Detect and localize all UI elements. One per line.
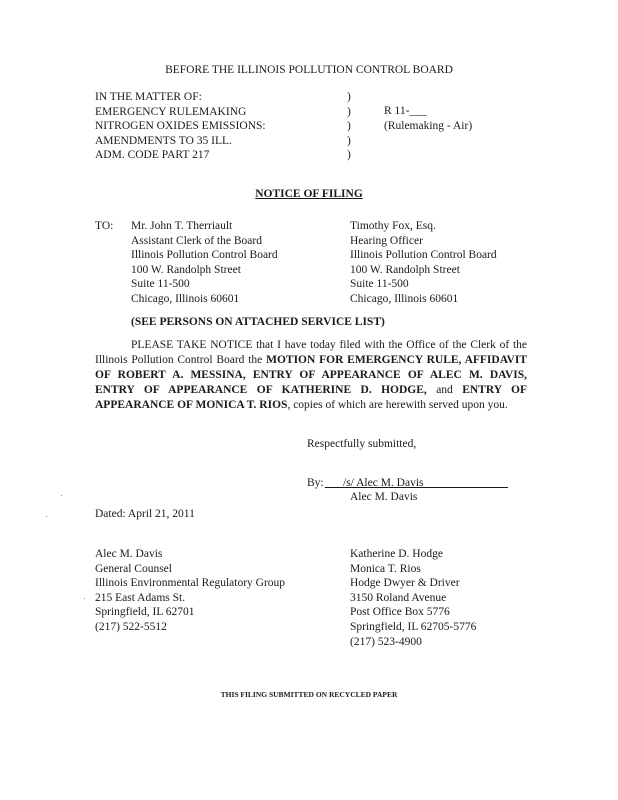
address-line: Illinois Pollution Control Board: [350, 249, 497, 262]
address-line: (217) 523-4900: [350, 635, 422, 648]
address-line: Timothy Fox, Esq.: [350, 220, 436, 232]
scan-speck: [61, 495, 62, 496]
caption-line: IN THE MATTER OF:: [95, 91, 202, 103]
board-heading: BEFORE THE ILLINOIS POLLUTION CONTROL BOARD: [165, 64, 453, 76]
address-line: 100 W. Randolph Street: [131, 263, 241, 276]
caption-line: NITROGEN OXIDES EMISSIONS:: [95, 120, 266, 133]
address-line: Mr. John T. Therriault: [131, 220, 233, 232]
address-line: Springfield, IL 62705-5776: [350, 620, 477, 633]
docket-number: R 11-___: [384, 105, 427, 117]
address-line: Assistant Clerk of the Board: [131, 234, 262, 247]
caption-line: AMENDMENTS TO 35 ILL.: [95, 134, 232, 147]
notice-title: NOTICE OF FILING: [255, 188, 363, 200]
recycled-paper-footer: THIS FILING SUBMITTED ON RECYCLED PAPER: [220, 690, 398, 699]
paragraph-conjunction: and: [426, 384, 463, 396]
scan-speck: [84, 598, 85, 599]
address-line: Chicago, Illinois 60601: [131, 292, 240, 305]
notice-paragraph: [95, 338, 527, 413]
address-line: Illinois Pollution Control Board: [131, 249, 278, 262]
recipient-hearing-officer: [350, 219, 497, 307]
counsel-ierg: [95, 547, 285, 635]
docket-type: (Rulemaking - Air): [384, 119, 473, 132]
address-line: Illinois Environmental Regulatory Group: [95, 577, 286, 590]
address-line: Suite 11-500: [131, 278, 190, 291]
address-line: Springfield, IL 62701: [95, 606, 195, 619]
caption-parentheses: ) ) ) ) ): [347, 91, 351, 162]
caption-line: ADM. CODE PART 217: [95, 149, 210, 162]
signature-line: [325, 487, 508, 488]
signer-name: Alec M. Davis: [350, 491, 418, 503]
address-line: Monica T. Rios: [350, 562, 421, 575]
address-line: Post Office Box 5776: [350, 606, 450, 619]
address-line: Alec M. Davis: [95, 548, 163, 560]
address-line: Hearing Officer: [350, 234, 423, 247]
address-line: Hodge Dwyer & Driver: [350, 577, 460, 590]
address-line: General Counsel: [95, 562, 172, 575]
address-line: 215 East Adams St.: [95, 591, 186, 604]
to-label: TO:: [95, 220, 114, 232]
service-list-note: (SEE PERSONS ON ATTACHED SERVICE LIST): [131, 316, 385, 328]
by-label: By:: [307, 477, 324, 489]
address-line: 3150 Roland Avenue: [350, 591, 447, 604]
dated-line: Dated: April 21, 2011: [95, 508, 195, 520]
paragraph-outro: , copies of which are herewith served upon you.: [287, 399, 508, 411]
closing-text: Respectfully submitted,: [307, 438, 417, 450]
filed-document-last: ENTRY OF APPEARANCE OF MONICA T. RIOS: [95, 384, 527, 411]
scan-speck: [46, 516, 47, 517]
address-line: 100 W. Randolph Street: [350, 263, 460, 276]
address-line: Suite 11-500: [350, 278, 409, 291]
recipient-clerk: [131, 219, 278, 307]
filed-documents: MOTION FOR EMERGENCY RULE, AFFIDAVIT OF ROBERT A. MESSINA, ENTRY OF APPEARANCE OF ALEC M. DAVIS, ENTRY OF APPEARANCE OF KATHERINE D. HODGE,: [95, 354, 527, 396]
counsel-hodge-dwyer: [350, 547, 476, 649]
docket-block: [384, 104, 472, 133]
matter-caption: [95, 90, 266, 163]
paragraph-intro: PLEASE TAKE NOTICE that I have today filed with the Office of the Clerk of the Illinois Pollution Control Board the: [95, 339, 527, 366]
address-line: (217) 522-5512: [95, 620, 167, 633]
electronic-signature: /s/ Alec M. Davis: [343, 477, 424, 489]
address-line: Katherine D. Hodge: [350, 548, 443, 560]
caption-line: EMERGENCY RULEMAKING: [95, 105, 247, 118]
address-line: Chicago, Illinois 60601: [350, 292, 459, 305]
